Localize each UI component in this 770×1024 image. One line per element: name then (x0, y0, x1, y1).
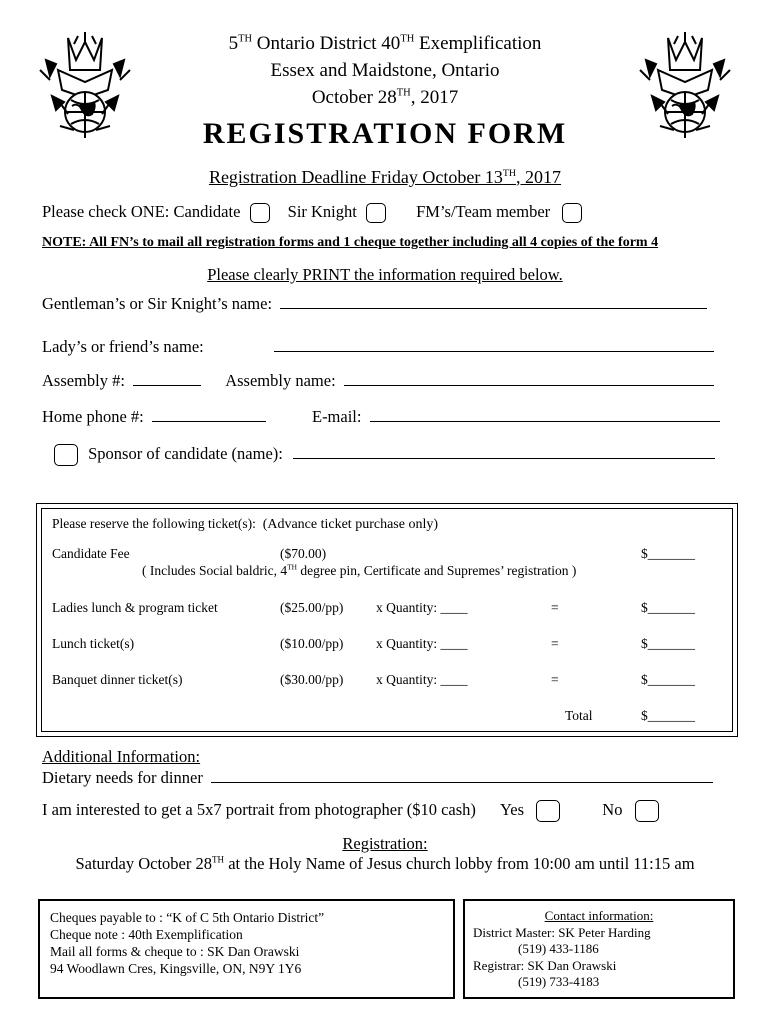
banquet-ticket-amount[interactable]: $_______ (641, 672, 695, 687)
ticket-intro: Please reserve the following ticket(s): (Advance ticket purchase only) (52, 516, 439, 532)
sponsor-checkbox[interactable] (54, 444, 78, 466)
ladies-lunch-quantity[interactable]: x Quantity: ____ (376, 600, 468, 615)
assembly-number-label: Assembly #: (42, 371, 125, 390)
home-phone-field[interactable] (152, 407, 266, 422)
dietary-label: Dietary needs for dinner (42, 768, 203, 787)
contact-info-box (463, 899, 735, 999)
registrar-phone: (519) 733-4183 (518, 974, 600, 989)
registration-time: Saturday October 28TH at the Holy Name of Jesus church lobby from 10:00 am until 11:15 am (75, 854, 695, 873)
event-title: 5TH Ontario District 40TH Exemplification (228, 33, 542, 54)
gentleman-name-label: Gentleman’s or Sir Knight’s name: (42, 294, 273, 313)
mailing-address: 94 Woodlawn Cres, Kingsville, ON, N9Y 1Y6 (50, 961, 302, 976)
registration-heading: Registration: (342, 834, 428, 853)
district-master-phone: (519) 433-1186 (518, 941, 599, 956)
banquet-ticket-equals: = (551, 672, 559, 687)
assembly-name-label: Assembly name: (225, 371, 336, 390)
sir-knight-label: Sir Knight (287, 202, 357, 221)
district-master: District Master: SK Peter Harding (473, 924, 651, 940)
sponsor-name-field[interactable] (293, 444, 715, 459)
lady-name-row (42, 337, 714, 357)
email-field[interactable] (370, 407, 720, 422)
portrait-yes-checkbox[interactable] (536, 800, 560, 822)
ticket-box-inner (41, 508, 733, 732)
print-notice: Please clearly PRINT the information required below. (207, 265, 563, 284)
home-phone-label: Home phone #: (42, 407, 144, 426)
ladies-lunch-label: Ladies lunch & program ticket (52, 600, 218, 615)
cheque-info-box (38, 899, 455, 999)
banquet-ticket-quantity[interactable]: x Quantity: ____ (376, 672, 468, 687)
portrait-label: I am interested to get a 5x7 portrait from photographer ($10 cash) (42, 800, 476, 819)
mailing-note: NOTE: All FN’s to mail all registration forms and 1 cheque together including all 4 copies of the form 4 (42, 235, 659, 250)
additional-info-heading: Additional Information: (42, 747, 201, 766)
form-title: REGISTRATION FORM (202, 117, 568, 150)
cheque-payable: Cheques payable to : “K of C 5th Ontario District” (50, 910, 325, 925)
candidate-checkbox[interactable] (250, 203, 270, 223)
cheque-note: Cheque note : 40th Exemplification (50, 927, 243, 942)
team-member-checkbox[interactable] (562, 203, 582, 223)
total-label: Total (565, 708, 593, 723)
check-one-row (42, 202, 582, 223)
ladies-lunch-amount[interactable]: $_______ (641, 600, 695, 615)
registration-deadline: Registration Deadline Friday October 13TH, 2017 (208, 167, 562, 187)
lunch-ticket-price: ($10.00/pp) (280, 636, 344, 651)
advance-purchase-note: (Advance ticket purchase only) (262, 517, 439, 532)
candidate-fee-includes: ( Includes Social baldric, 4TH degree pin, Certificate and Supremes’ registration ) (142, 562, 577, 578)
gentleman-name-row (42, 294, 707, 314)
dietary-row (42, 768, 713, 788)
total-amount[interactable]: $_______ (641, 708, 695, 723)
lunch-ticket-equals: = (551, 636, 559, 651)
lunch-ticket-amount[interactable]: $_______ (641, 636, 695, 651)
assembly-name-field[interactable] (344, 371, 714, 386)
contact-heading: Contact information: (544, 908, 654, 923)
event-location: Essex and Maidstone, Ontario (270, 60, 500, 81)
lunch-ticket-label: Lunch ticket(s) (52, 636, 135, 651)
portrait-row (42, 800, 659, 822)
ladies-lunch-price: ($25.00/pp) (280, 600, 344, 615)
assembly-row (42, 371, 714, 391)
sir-knight-checkbox[interactable] (366, 203, 386, 223)
sponsor-label: Sponsor of candidate (name): (88, 444, 283, 463)
email-label: E-mail: (311, 407, 362, 426)
ticket-box (36, 503, 738, 737)
lady-name-field[interactable] (274, 337, 714, 352)
assembly-number-field[interactable] (133, 371, 201, 386)
candidate-fee-label: Candidate Fee (52, 546, 130, 561)
ladies-lunch-equals: = (551, 600, 559, 615)
team-member-label: FM’s/Team member (416, 202, 551, 221)
mail-forms-to: Mail all forms & cheque to : SK Dan Orawski (50, 944, 300, 959)
banquet-ticket-label: Banquet dinner ticket(s) (52, 672, 183, 687)
contact-row (42, 407, 720, 427)
portrait-no-label: No (602, 800, 623, 819)
portrait-yes-label: Yes (500, 800, 525, 819)
lady-name-label: Lady’s or friend’s name: (42, 337, 204, 356)
event-date: October 28TH, 2017 (311, 87, 459, 108)
banquet-ticket-price: ($30.00/pp) (280, 672, 344, 687)
registrar: Registrar: SK Dan Orawski (473, 957, 617, 973)
sponsor-row (54, 444, 715, 466)
portrait-no-checkbox[interactable] (635, 800, 659, 822)
candidate-fee-price: ($70.00) (280, 546, 327, 561)
lunch-ticket-quantity[interactable]: x Quantity: ____ (376, 636, 468, 651)
check-one-label: Please check ONE: Candidate (42, 202, 241, 221)
gentleman-name-field[interactable] (280, 294, 707, 309)
dietary-field[interactable] (211, 768, 713, 783)
candidate-fee-amount[interactable]: $_______ (641, 546, 695, 561)
event-header (150, 30, 620, 111)
